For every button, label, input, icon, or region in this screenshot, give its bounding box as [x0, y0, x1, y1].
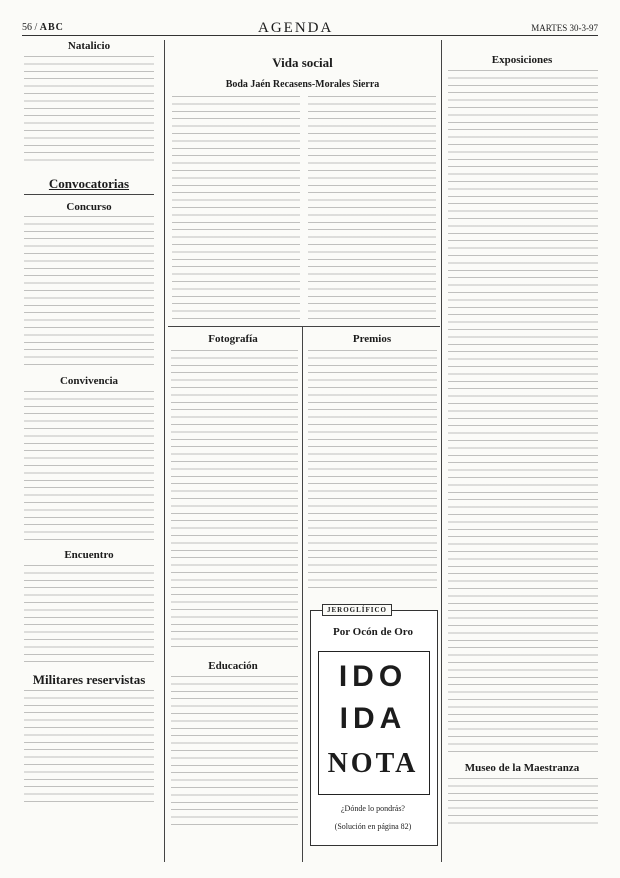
newspaper-logo: ABC — [39, 22, 64, 33]
column-divider — [302, 326, 303, 862]
header-rule — [22, 35, 598, 36]
puzzle-solution-note: (Solución en página 82) — [334, 822, 412, 831]
article-text-block — [308, 350, 437, 594]
heading-natalicio: Natalicio — [67, 40, 111, 52]
article-text-block — [24, 565, 154, 665]
puzzle-author: Por Ocón de Oro — [333, 626, 413, 638]
article-text-block — [172, 96, 300, 320]
section-rule — [168, 326, 440, 327]
article-text-block — [448, 70, 598, 758]
heading-militares-reservistas: Militares reservistas — [32, 672, 146, 687]
article-text-block — [24, 56, 154, 166]
article-text-block — [24, 391, 154, 541]
puzzle-word: IDO — [338, 660, 408, 693]
article-text-block — [171, 350, 298, 652]
column-divider — [441, 40, 442, 862]
subheading-boda: Boda Jaén Recasens-Morales Sierra — [225, 79, 380, 90]
puzzle-question: ¿Dónde lo pondrás? — [341, 804, 405, 813]
section-rule — [24, 194, 154, 195]
heading-convivencia: Convivencia — [59, 375, 119, 387]
article-text-block — [448, 778, 598, 826]
column-divider — [164, 40, 165, 862]
article-text-block — [171, 676, 298, 826]
puzzle-word: IDA — [339, 702, 407, 735]
article-text-block — [308, 96, 436, 320]
heading-vida-social: Vida social — [272, 55, 333, 70]
heading-fotografia: Fotografía — [208, 333, 258, 345]
page-header-left: 56 / ABC — [22, 22, 64, 33]
article-text-block — [24, 690, 154, 802]
article-text-block — [24, 216, 154, 368]
heading-exposiciones: Exposiciones — [491, 54, 553, 66]
heading-encuentro: Encuentro — [64, 549, 114, 561]
heading-educacion: Educación — [208, 660, 258, 672]
puzzle-tag: JEROGLÍFICO — [322, 604, 392, 616]
heading-concurso: Concurso — [66, 201, 112, 213]
page-number: 56 — [22, 22, 32, 33]
puzzle-word: NOTA — [327, 748, 419, 779]
heading-convocatorias: Convocatorias — [48, 176, 130, 191]
heading-premios: Premios — [352, 333, 392, 345]
section-title: AGENDA — [258, 20, 334, 36]
heading-museo-maestranza: Museo de la Maestranza — [464, 762, 580, 774]
issue-date: MARTES 30-3-97 — [531, 23, 598, 33]
